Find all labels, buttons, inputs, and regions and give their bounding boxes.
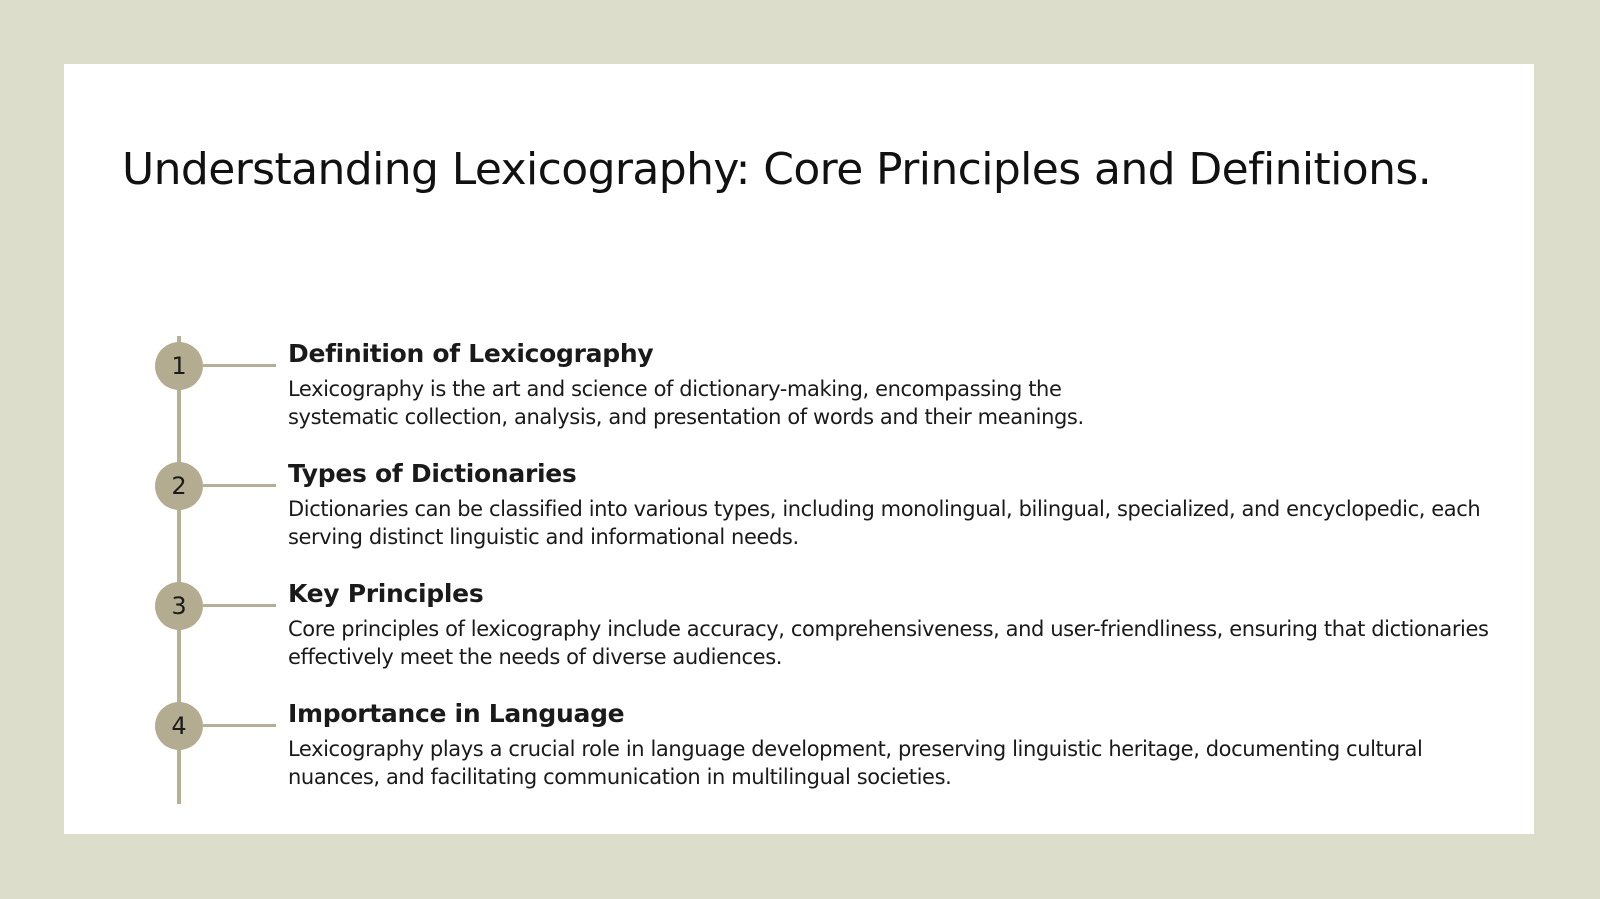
item-description: Core principles of lexicography include accuracy, comprehensiveness, and user-friendliness, ensuring that dictionaries effectively meet the needs of diverse audiences. — [288, 617, 1489, 669]
item-description: Lexicography plays a crucial role in language development, preserving linguistic heritage, documenting cultural nuances, and facilitating communication in multilingual societies. — [288, 737, 1423, 789]
timeline-node-1 — [155, 342, 203, 390]
timeline-connector — [203, 604, 276, 607]
timeline-item-definition — [288, 339, 1088, 431]
timeline-connector — [203, 484, 276, 487]
item-heading: Types of Dictionaries — [288, 459, 577, 488]
step-number-badge: 2 — [155, 462, 203, 510]
timeline-connector — [203, 364, 276, 367]
timeline-node-4 — [155, 702, 203, 750]
item-description: Lexicography is the art and science of dictionary-making, encompassing the systematic collection, analysis, and presentation of words and their meanings. — [288, 377, 1084, 429]
slide — [64, 64, 1534, 834]
item-description: Dictionaries can be classified into various types, including monolingual, bilingual, specialized, and encyclopedic, each serving distinct linguistic and informational needs. — [288, 497, 1481, 549]
timeline-node-3 — [155, 582, 203, 630]
step-number-badge: 4 — [155, 702, 203, 750]
timeline-item-types — [288, 459, 1498, 551]
timeline-connector — [203, 724, 276, 727]
timeline-node-2 — [155, 462, 203, 510]
timeline-item-importance — [288, 699, 1498, 791]
item-heading: Definition of Lexicography — [288, 339, 654, 368]
slide-title: Understanding Lexicography: Core Principles and Definitions. — [122, 144, 1432, 195]
item-heading: Importance in Language — [288, 699, 625, 728]
step-number-badge: 1 — [155, 342, 203, 390]
step-number-badge: 3 — [155, 582, 203, 630]
item-heading: Key Principles — [288, 579, 484, 608]
timeline-item-principles — [288, 579, 1498, 671]
